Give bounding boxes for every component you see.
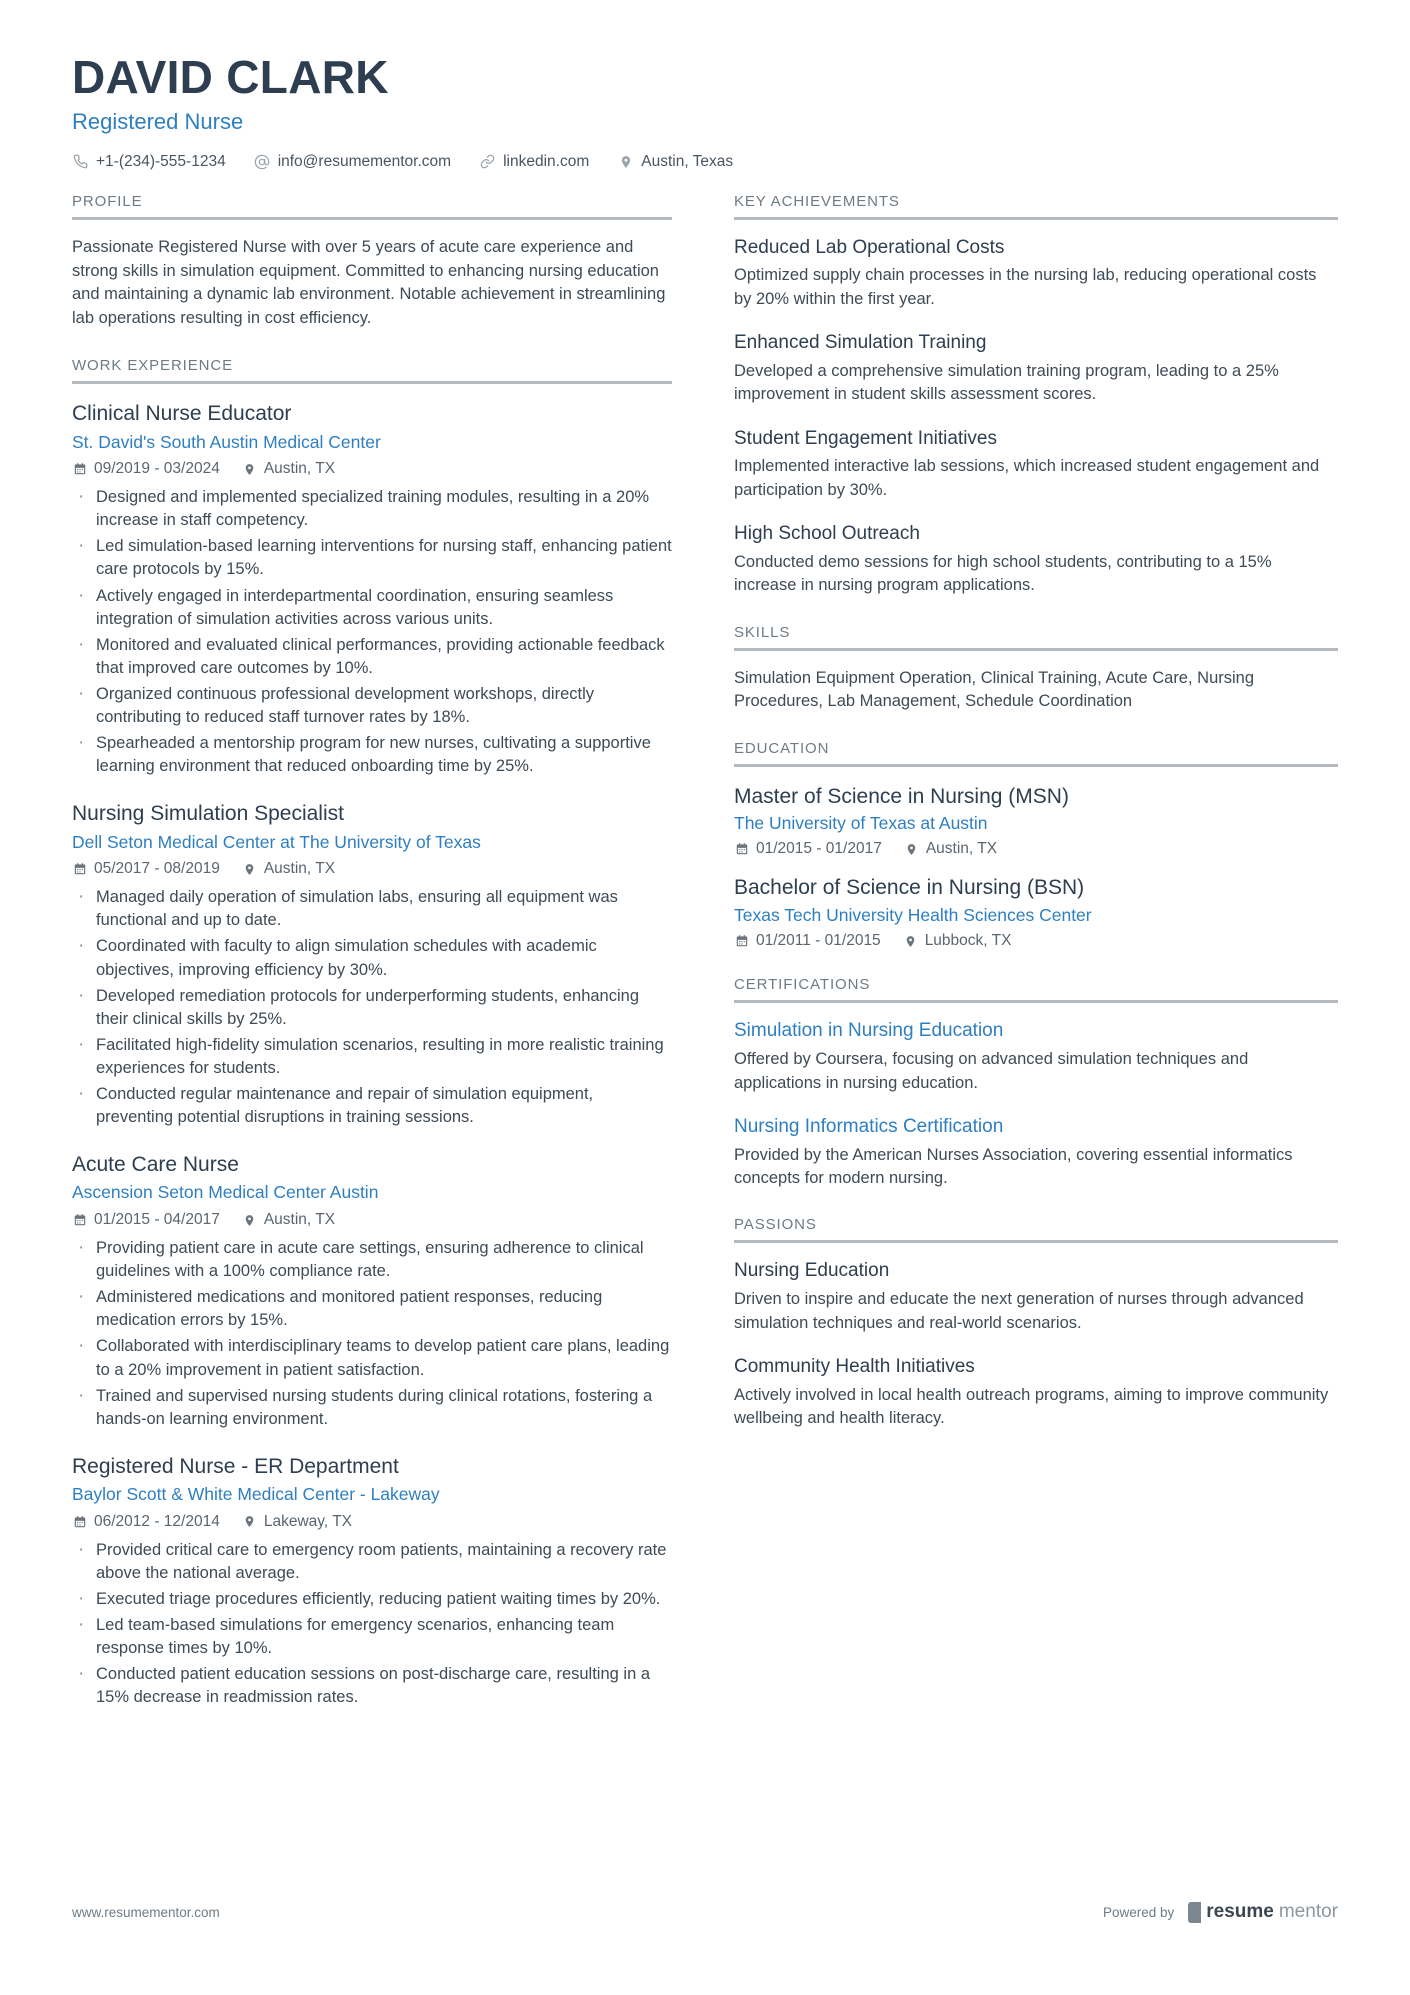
experience-dates: 06/2012 - 12/2014	[94, 1512, 220, 1530]
calendar-icon	[734, 934, 749, 949]
achievement-title: High School Outreach	[734, 523, 920, 545]
education-location: Austin, TX	[925, 840, 998, 858]
achievement-item	[734, 522, 1338, 598]
list-item: · Organized continuous professional development workshops, directly contributing to reduced staff turnover rates by 18%.	[72, 683, 672, 729]
education-entry	[734, 874, 1338, 950]
certification-item	[734, 1019, 1338, 1095]
experience-meta	[72, 1211, 672, 1229]
list-item: · Providing patient care in acute care settings, ensuring adherence to clinical guidelines with a 100% compliance rate.	[72, 1237, 672, 1283]
experience-bullets	[72, 886, 672, 1129]
list-item: · Designed and implemented specialized training modules, resulting in a 20% increase in staff competency.	[72, 486, 672, 532]
experience-org[interactable]: St. David's South Austin Medical Center	[72, 431, 381, 452]
education-meta	[734, 932, 1338, 950]
list-item: · Monitored and evaluated clinical performances, providing actionable feedback that improved care outcomes by 10%.	[72, 634, 672, 680]
section-skills	[734, 624, 1338, 714]
list-item: · Coordinated with faculty to align simulation schedules with academic objectives, improving efficiency by 30%.	[72, 935, 672, 981]
passion-item	[734, 1355, 1338, 1431]
experience-title: Nursing Simulation Specialist	[72, 802, 344, 826]
phone-icon	[72, 153, 89, 170]
list-item: · Led simulation-based learning interventions for nursing staff, enhancing patient care protocols by 15%.	[72, 535, 672, 581]
footer-powered-by	[1103, 1901, 1338, 1923]
list-item: · Administered medications and monitored patient responses, reducing medication errors by 15%.	[72, 1286, 672, 1332]
education-school[interactable]: The University of Texas at Austin	[734, 812, 988, 833]
section-heading-certifications: CERTIFICATIONS	[734, 976, 1338, 1003]
certification-body: Offered by Coursera, focusing on advanced simulation techniques and applications in nursing education.	[734, 1050, 1249, 1092]
experience-location: Austin, TX	[263, 460, 336, 478]
achievement-title: Reduced Lab Operational Costs	[734, 236, 1005, 258]
achievement-body: Developed a comprehensive simulation training program, leading to a 25% improvement in student skills assessment scores.	[734, 361, 1279, 404]
location-pin-icon	[242, 462, 257, 477]
logo-mark-icon	[1188, 1902, 1201, 1923]
contact-row	[72, 153, 1338, 171]
achievement-title: Student Engagement Initiatives	[734, 427, 998, 449]
list-item: · Managed daily operation of simulation labs, ensuring all equipment was functional and up to date.	[72, 886, 672, 932]
list-item: · Spearheaded a mentorship program for new nurses, cultivating a supportive learning environment that reduced onboarding time by 25%.	[72, 732, 672, 778]
calendar-icon	[734, 842, 749, 857]
list-item: · Facilitated high-fidelity simulation scenarios, resulting in more realistic training experiences for students.	[72, 1034, 672, 1080]
footer-website[interactable]: www.resumementor.com	[72, 1904, 220, 1920]
contact-phone[interactable]	[72, 153, 226, 171]
section-heading-education: EDUCATION	[734, 740, 1338, 767]
list-item: · Provided critical care to emergency room patients, maintaining a recovery rate above the national average.	[72, 1539, 672, 1585]
section-heading-work-experience: WORK EXPERIENCE	[72, 357, 672, 384]
experience-entry	[72, 800, 672, 1129]
certification-item	[734, 1115, 1338, 1191]
experience-entry	[72, 1151, 672, 1431]
experience-entry	[72, 1453, 672, 1710]
powered-by-label: Powered by	[1102, 1904, 1175, 1920]
section-heading-passions: PASSIONS	[734, 1216, 1338, 1243]
experience-location: Austin, TX	[263, 1211, 336, 1229]
page-title: DAVID CLARK	[72, 51, 389, 103]
calendar-icon	[72, 1514, 87, 1529]
achievement-item	[734, 236, 1338, 312]
passion-body: Actively involved in local health outreach programs, aiming to improve community wellbeing and health literacy.	[734, 1385, 1329, 1428]
experience-org[interactable]: Ascension Seton Medical Center Austin	[72, 1182, 379, 1203]
left-column	[72, 193, 672, 1714]
email-icon	[254, 153, 271, 170]
section-profile	[72, 193, 672, 332]
experience-bullets	[72, 486, 672, 778]
achievement-item	[734, 331, 1338, 407]
education-dates: 01/2011 - 01/2015	[756, 932, 881, 950]
experience-location: Lakeway, TX	[263, 1512, 353, 1530]
location-pin-icon	[242, 1213, 257, 1228]
education-degree: Master of Science in Nursing (MSN)	[734, 784, 1069, 808]
list-item: · Executed triage procedures efficiently, reducing patient waiting times by 20%.	[72, 1588, 672, 1611]
resumementor-logo	[1188, 1901, 1338, 1923]
section-passions	[734, 1216, 1338, 1430]
list-item: · Conducted patient education sessions on post-discharge care, resulting in a 15% decrease in readmission rates.	[72, 1663, 672, 1709]
achievement-item	[734, 427, 1338, 503]
list-item: · Collaborated with interdisciplinary teams to develop patient care plans, leading to a 20% improvement in patient satisfaction.	[72, 1335, 672, 1381]
contact-email-text: info@resumementor.com	[277, 152, 452, 170]
certification-title[interactable]: Simulation in Nursing Education	[734, 1020, 1004, 1042]
profile-text: Passionate Registered Nurse with over 5 years of acute care experience and strong skills in simulation equipment. Committed to enhancing nursing education and maintaining a dynamic lab environment. Notable achievement in streamlining lab operations resulting in cost efficiency.	[72, 237, 666, 328]
education-dates: 01/2015 - 01/2017	[756, 840, 882, 858]
certification-body: Provided by the American Nurses Association, covering essential informatics concepts for modern nursing.	[734, 1145, 1293, 1188]
education-location: Lubbock, TX	[924, 932, 1012, 950]
passion-body: Driven to inspire and educate the next generation of nurses through advanced simulation techniques and real-world scenarios.	[734, 1290, 1304, 1332]
experience-title: Acute Care Nurse	[72, 1153, 239, 1177]
logo-text-bold: resume	[1206, 1901, 1274, 1922]
list-item: · Actively engaged in interdepartmental coordination, ensuring seamless integration of simulation activities across various units.	[72, 585, 672, 631]
experience-title: Registered Nurse - ER Department	[72, 1454, 399, 1478]
section-key-achievements	[734, 193, 1338, 598]
experience-org[interactable]: Baylor Scott & White Medical Center - Lakeway	[72, 1484, 440, 1505]
location-pin-icon	[904, 842, 919, 857]
education-entry	[734, 783, 1338, 859]
contact-location	[617, 153, 733, 171]
achievement-body: Optimized supply chain processes in the nursing lab, reducing operational costs by 20% within the first year.	[734, 266, 1317, 308]
contact-phone-text: +1-(234)-555-1234	[96, 152, 226, 170]
right-column	[734, 193, 1338, 1435]
section-certifications	[734, 976, 1338, 1190]
link-icon	[479, 153, 496, 170]
section-heading-key-achievements: KEY ACHIEVEMENTS	[734, 193, 1338, 220]
passion-title: Nursing Education	[734, 1260, 890, 1282]
experience-dates: 09/2019 - 03/2024	[94, 460, 220, 478]
section-heading-profile: PROFILE	[72, 193, 672, 220]
calendar-icon	[72, 1213, 87, 1228]
education-school[interactable]: Texas Tech University Health Sciences Center	[734, 904, 1092, 925]
experience-meta	[72, 860, 672, 878]
section-education	[734, 740, 1338, 951]
location-pin-icon	[617, 153, 634, 170]
section-heading-skills: SKILLS	[734, 624, 1338, 651]
page-footer	[72, 1901, 1338, 1923]
location-pin-icon	[242, 1514, 257, 1529]
experience-meta	[72, 460, 672, 478]
experience-bullets	[72, 1539, 672, 1710]
contact-linkedin-text: linkedin.com	[503, 152, 590, 170]
experience-dates: 05/2017 - 08/2019	[94, 860, 220, 878]
list-item: · Led team-based simulations for emergency scenarios, enhancing team response times by 10%.	[72, 1614, 672, 1660]
list-item: · Trained and supervised nursing students during clinical rotations, fostering a hands-on learning environment.	[72, 1385, 672, 1431]
experience-dates: 01/2015 - 04/2017	[94, 1211, 220, 1229]
header-job-title: Registered Nurse	[72, 108, 244, 134]
education-degree: Bachelor of Science in Nursing (BSN)	[734, 876, 1085, 900]
experience-entry	[72, 400, 672, 778]
certification-title[interactable]: Nursing Informatics Certification	[734, 1115, 1004, 1137]
education-meta	[734, 840, 1338, 858]
calendar-icon	[72, 862, 87, 877]
achievement-body: Implemented interactive lab sessions, which increased student engagement and participation by 30%.	[734, 457, 1320, 499]
experience-title: Clinical Nurse Educator	[72, 402, 292, 426]
achievement-title: Enhanced Simulation Training	[734, 332, 987, 354]
list-item: · Developed remediation protocols for underperforming students, enhancing their clinical skills by 25%.	[72, 985, 672, 1031]
achievement-body: Conducted demo sessions for high school students, contributing to a 15% increase in nursing program applications.	[734, 552, 1272, 595]
resume-header	[72, 52, 1338, 171]
location-pin-icon	[903, 934, 918, 949]
contact-location-text: Austin, Texas	[641, 152, 734, 170]
experience-meta	[72, 1513, 672, 1531]
contact-linkedin[interactable]	[479, 153, 589, 171]
passion-item	[734, 1259, 1338, 1335]
contact-email[interactable]	[254, 153, 451, 171]
experience-bullets	[72, 1237, 672, 1431]
skills-text: Simulation Equipment Operation, Clinical Training, Acute Care, Nursing Procedures, Lab Management, Schedule Coordination	[734, 668, 1255, 711]
resume-columns	[72, 193, 1338, 1714]
calendar-icon	[72, 462, 87, 477]
experience-org[interactable]: Dell Seton Medical Center at The University of Texas	[72, 831, 481, 852]
list-item: · Conducted regular maintenance and repair of simulation equipment, preventing potential disruptions in training sessions.	[72, 1083, 672, 1129]
location-pin-icon	[242, 862, 257, 877]
experience-location: Austin, TX	[263, 860, 336, 878]
section-work-experience	[72, 357, 672, 1709]
logo-text-light: mentor	[1278, 1901, 1338, 1922]
passion-title: Community Health Initiatives	[734, 1356, 975, 1377]
